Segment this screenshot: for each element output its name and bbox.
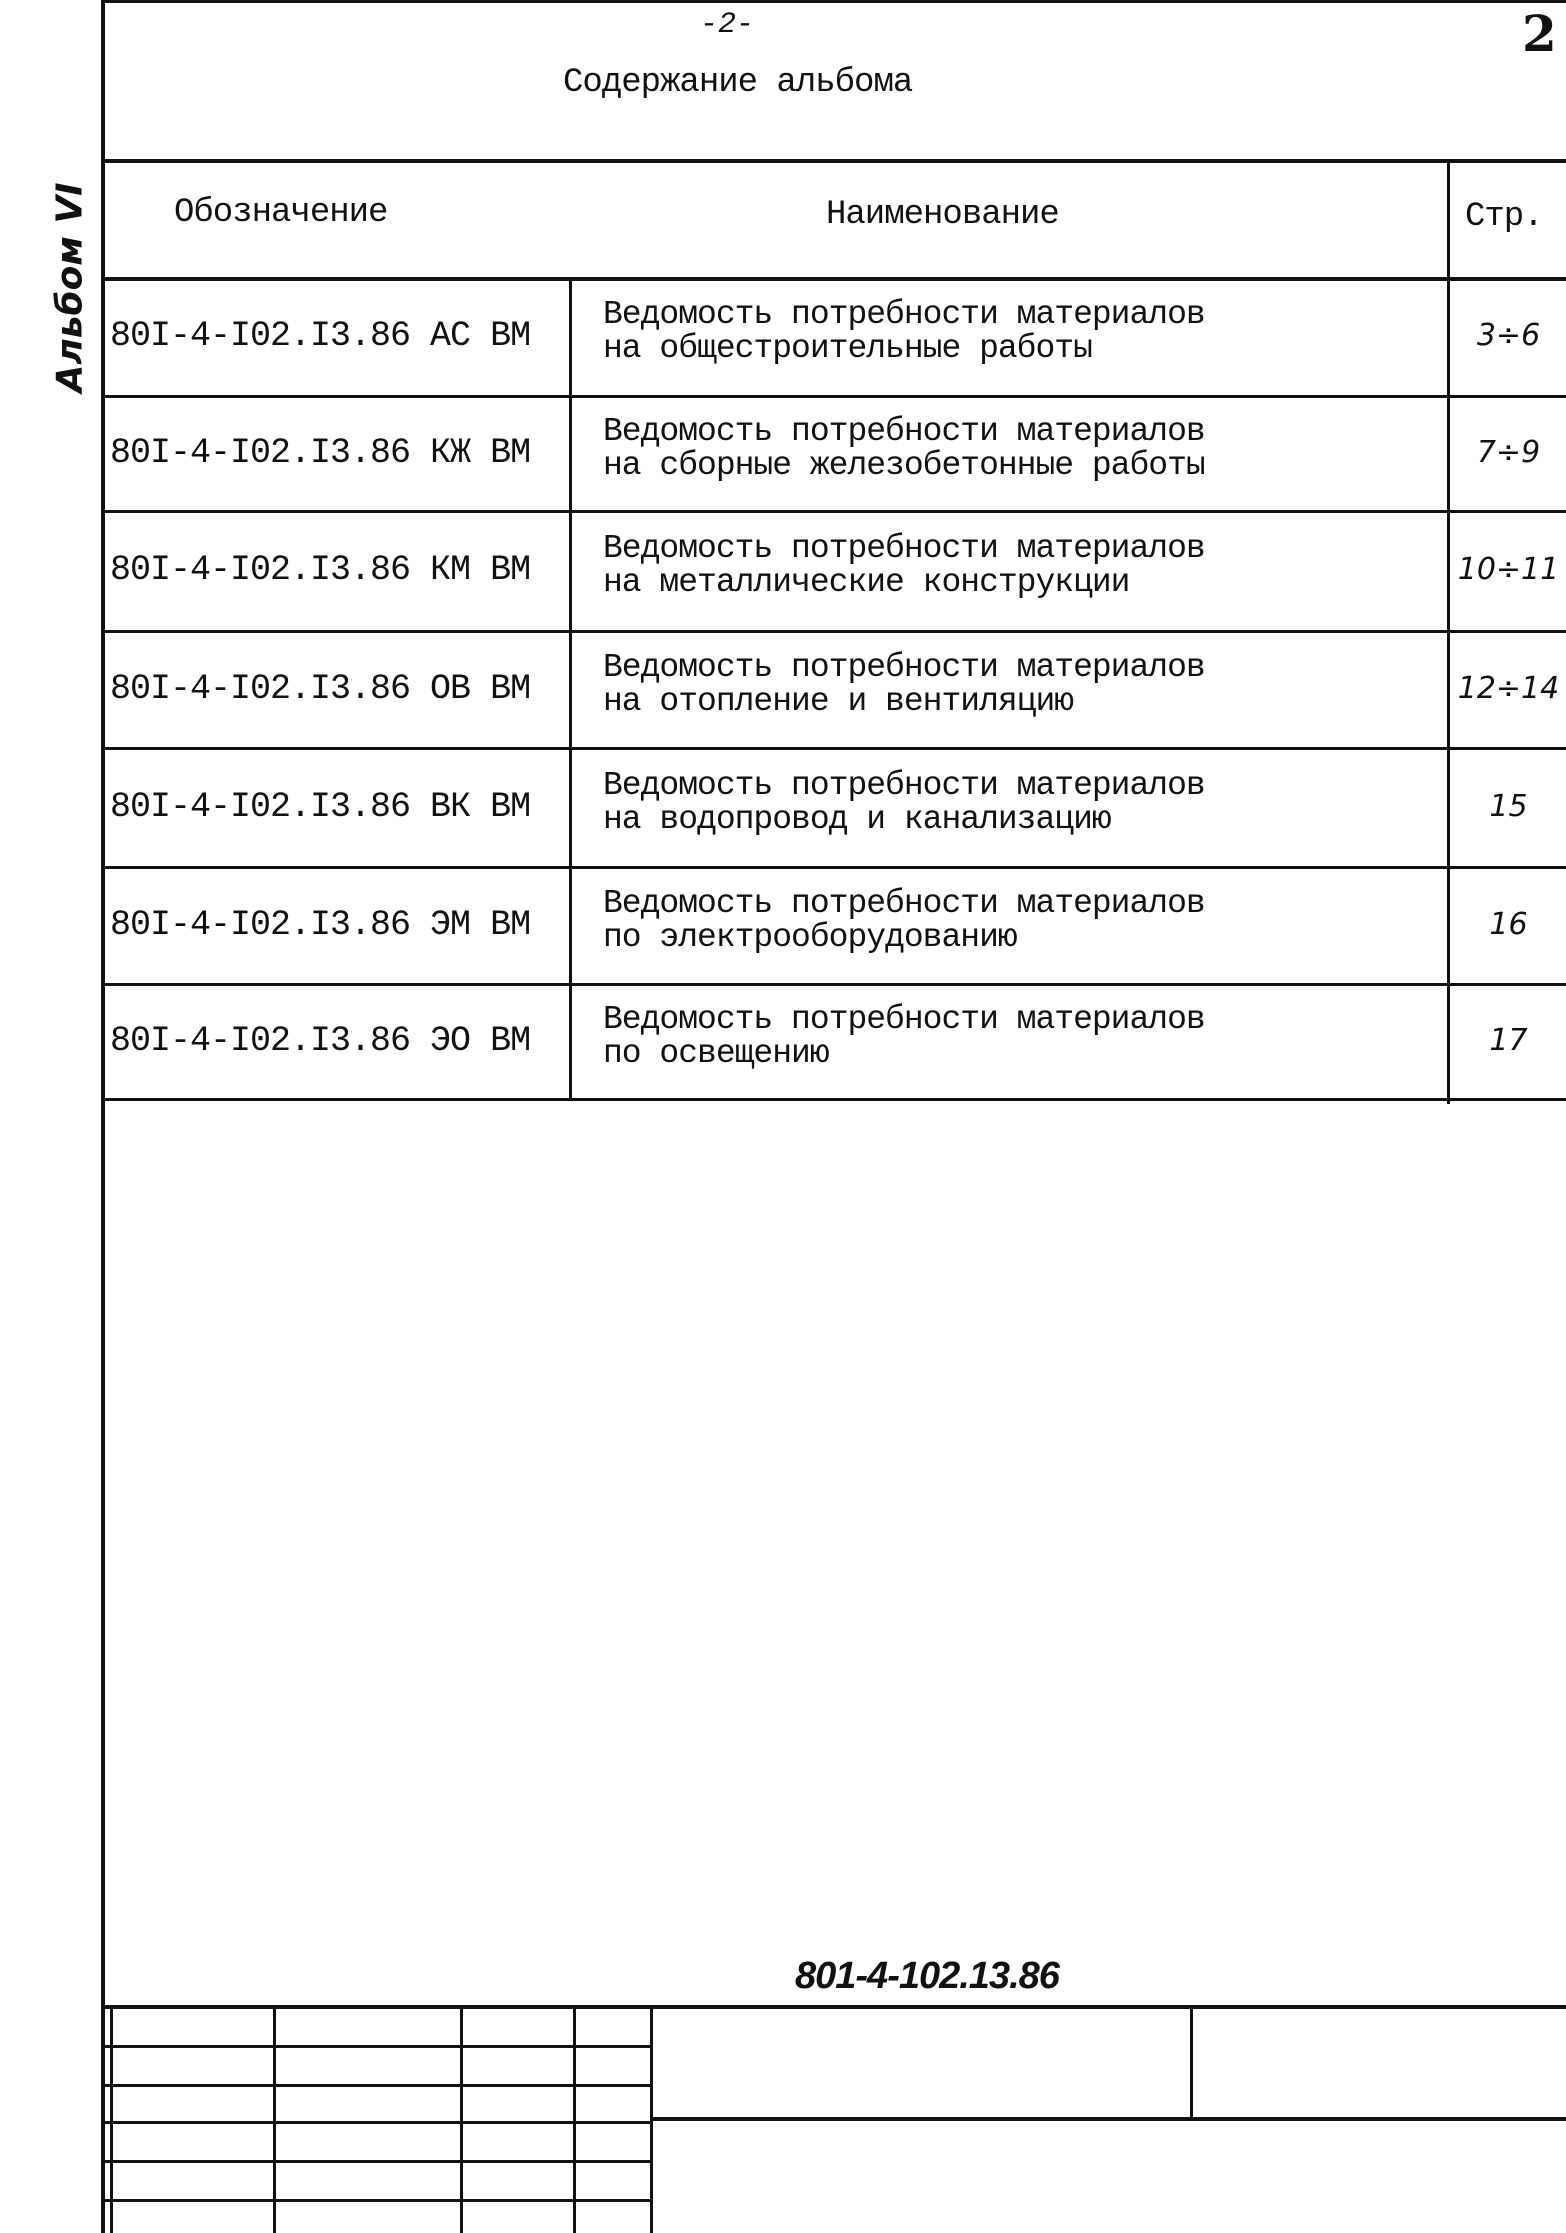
row-divider <box>101 747 1566 750</box>
row-name-line1: Ведомость потребности материалов <box>603 766 1205 804</box>
row-pages: 3÷6 <box>1476 318 1541 353</box>
frame-left-border <box>101 0 105 2233</box>
row-name-line2: на водопровод и канализацию <box>603 800 1111 838</box>
side-label: Альбом VI <box>49 182 91 393</box>
row-divider <box>101 630 1566 633</box>
header-naimenovanie: Наименование <box>826 196 1059 234</box>
stamp-row-line <box>105 2160 653 2163</box>
row-code: 80I-4-I02.I3.86 АС ВМ <box>110 316 531 356</box>
header-oboznachenie: Обозначение <box>174 194 388 232</box>
page-marker: -2- <box>700 8 755 42</box>
stamp-row-line <box>105 2045 653 2048</box>
row-divider <box>101 1098 1566 1101</box>
col-divider-name <box>569 279 572 1101</box>
stamp-top-border <box>105 2005 1566 2009</box>
row-pages: 10÷11 <box>1457 552 1560 587</box>
row-name-line1: Ведомость потребности материалов <box>603 648 1205 686</box>
stamp-block-divider <box>1190 2007 1193 2119</box>
stamp-row-line <box>105 2199 653 2202</box>
row-name-line1: Ведомость потребности материалов <box>603 412 1205 450</box>
row-divider <box>101 983 1566 986</box>
row-name-line1: Ведомость потребности материалов <box>603 296 1205 333</box>
col-divider-stranica <box>1447 162 1450 1104</box>
page-title: Содержание альбома <box>563 64 913 102</box>
row-name-line2: на общестроительные работы <box>603 330 1092 367</box>
stamp-row-line <box>105 2084 653 2087</box>
row-code: 80I-4-I02.I3.86 КЖ ВМ <box>110 432 531 473</box>
row-pages: 12÷14 <box>1457 670 1560 706</box>
row-divider <box>101 510 1566 513</box>
row-name-line2: по освещению <box>603 1034 829 1072</box>
row-code: 80I-4-I02.I3.86 ОВ ВМ <box>110 668 531 709</box>
row-name-line2: на отопление и вентиляцию <box>603 682 1074 720</box>
row-name-line2: на металлические конструкции <box>603 564 1130 601</box>
row-code: 80I-4-I02.I3.86 ВК ВМ <box>110 786 531 827</box>
row-code: 80I-4-I02.I3.86 КМ ВМ <box>110 550 531 590</box>
row-divider <box>101 395 1566 398</box>
title-divider <box>101 159 1566 163</box>
row-pages: 16 <box>1489 906 1528 942</box>
frame-top-border <box>101 0 1566 3</box>
sheet-number: 2 <box>1522 4 1557 63</box>
row-pages: 15 <box>1489 788 1528 824</box>
row-name-line1: Ведомость потребности материалов <box>603 884 1205 922</box>
row-code: 80I-4-I02.I3.86 ЭО ВМ <box>110 1020 531 1061</box>
header-divider <box>101 277 1566 281</box>
row-name-line2: на сборные железобетонные работы <box>603 446 1205 484</box>
row-name-line1: Ведомость потребности материалов <box>603 530 1205 567</box>
row-divider <box>101 866 1566 869</box>
stamp-code: 801-4-102.13.86 <box>795 1955 1059 1997</box>
header-stranica: Стр. <box>1465 198 1543 236</box>
stamp-mid-border <box>652 2117 1566 2121</box>
stamp-row-line <box>105 2121 653 2124</box>
row-name-line1: Ведомость потребности материалов <box>603 1000 1205 1038</box>
row-name-line2: по электрооборудованию <box>603 918 1017 956</box>
row-pages: 17 <box>1489 1022 1528 1058</box>
row-code: 80I-4-I02.I3.86 ЭМ ВМ <box>110 904 531 945</box>
row-pages: 7÷9 <box>1476 434 1541 470</box>
